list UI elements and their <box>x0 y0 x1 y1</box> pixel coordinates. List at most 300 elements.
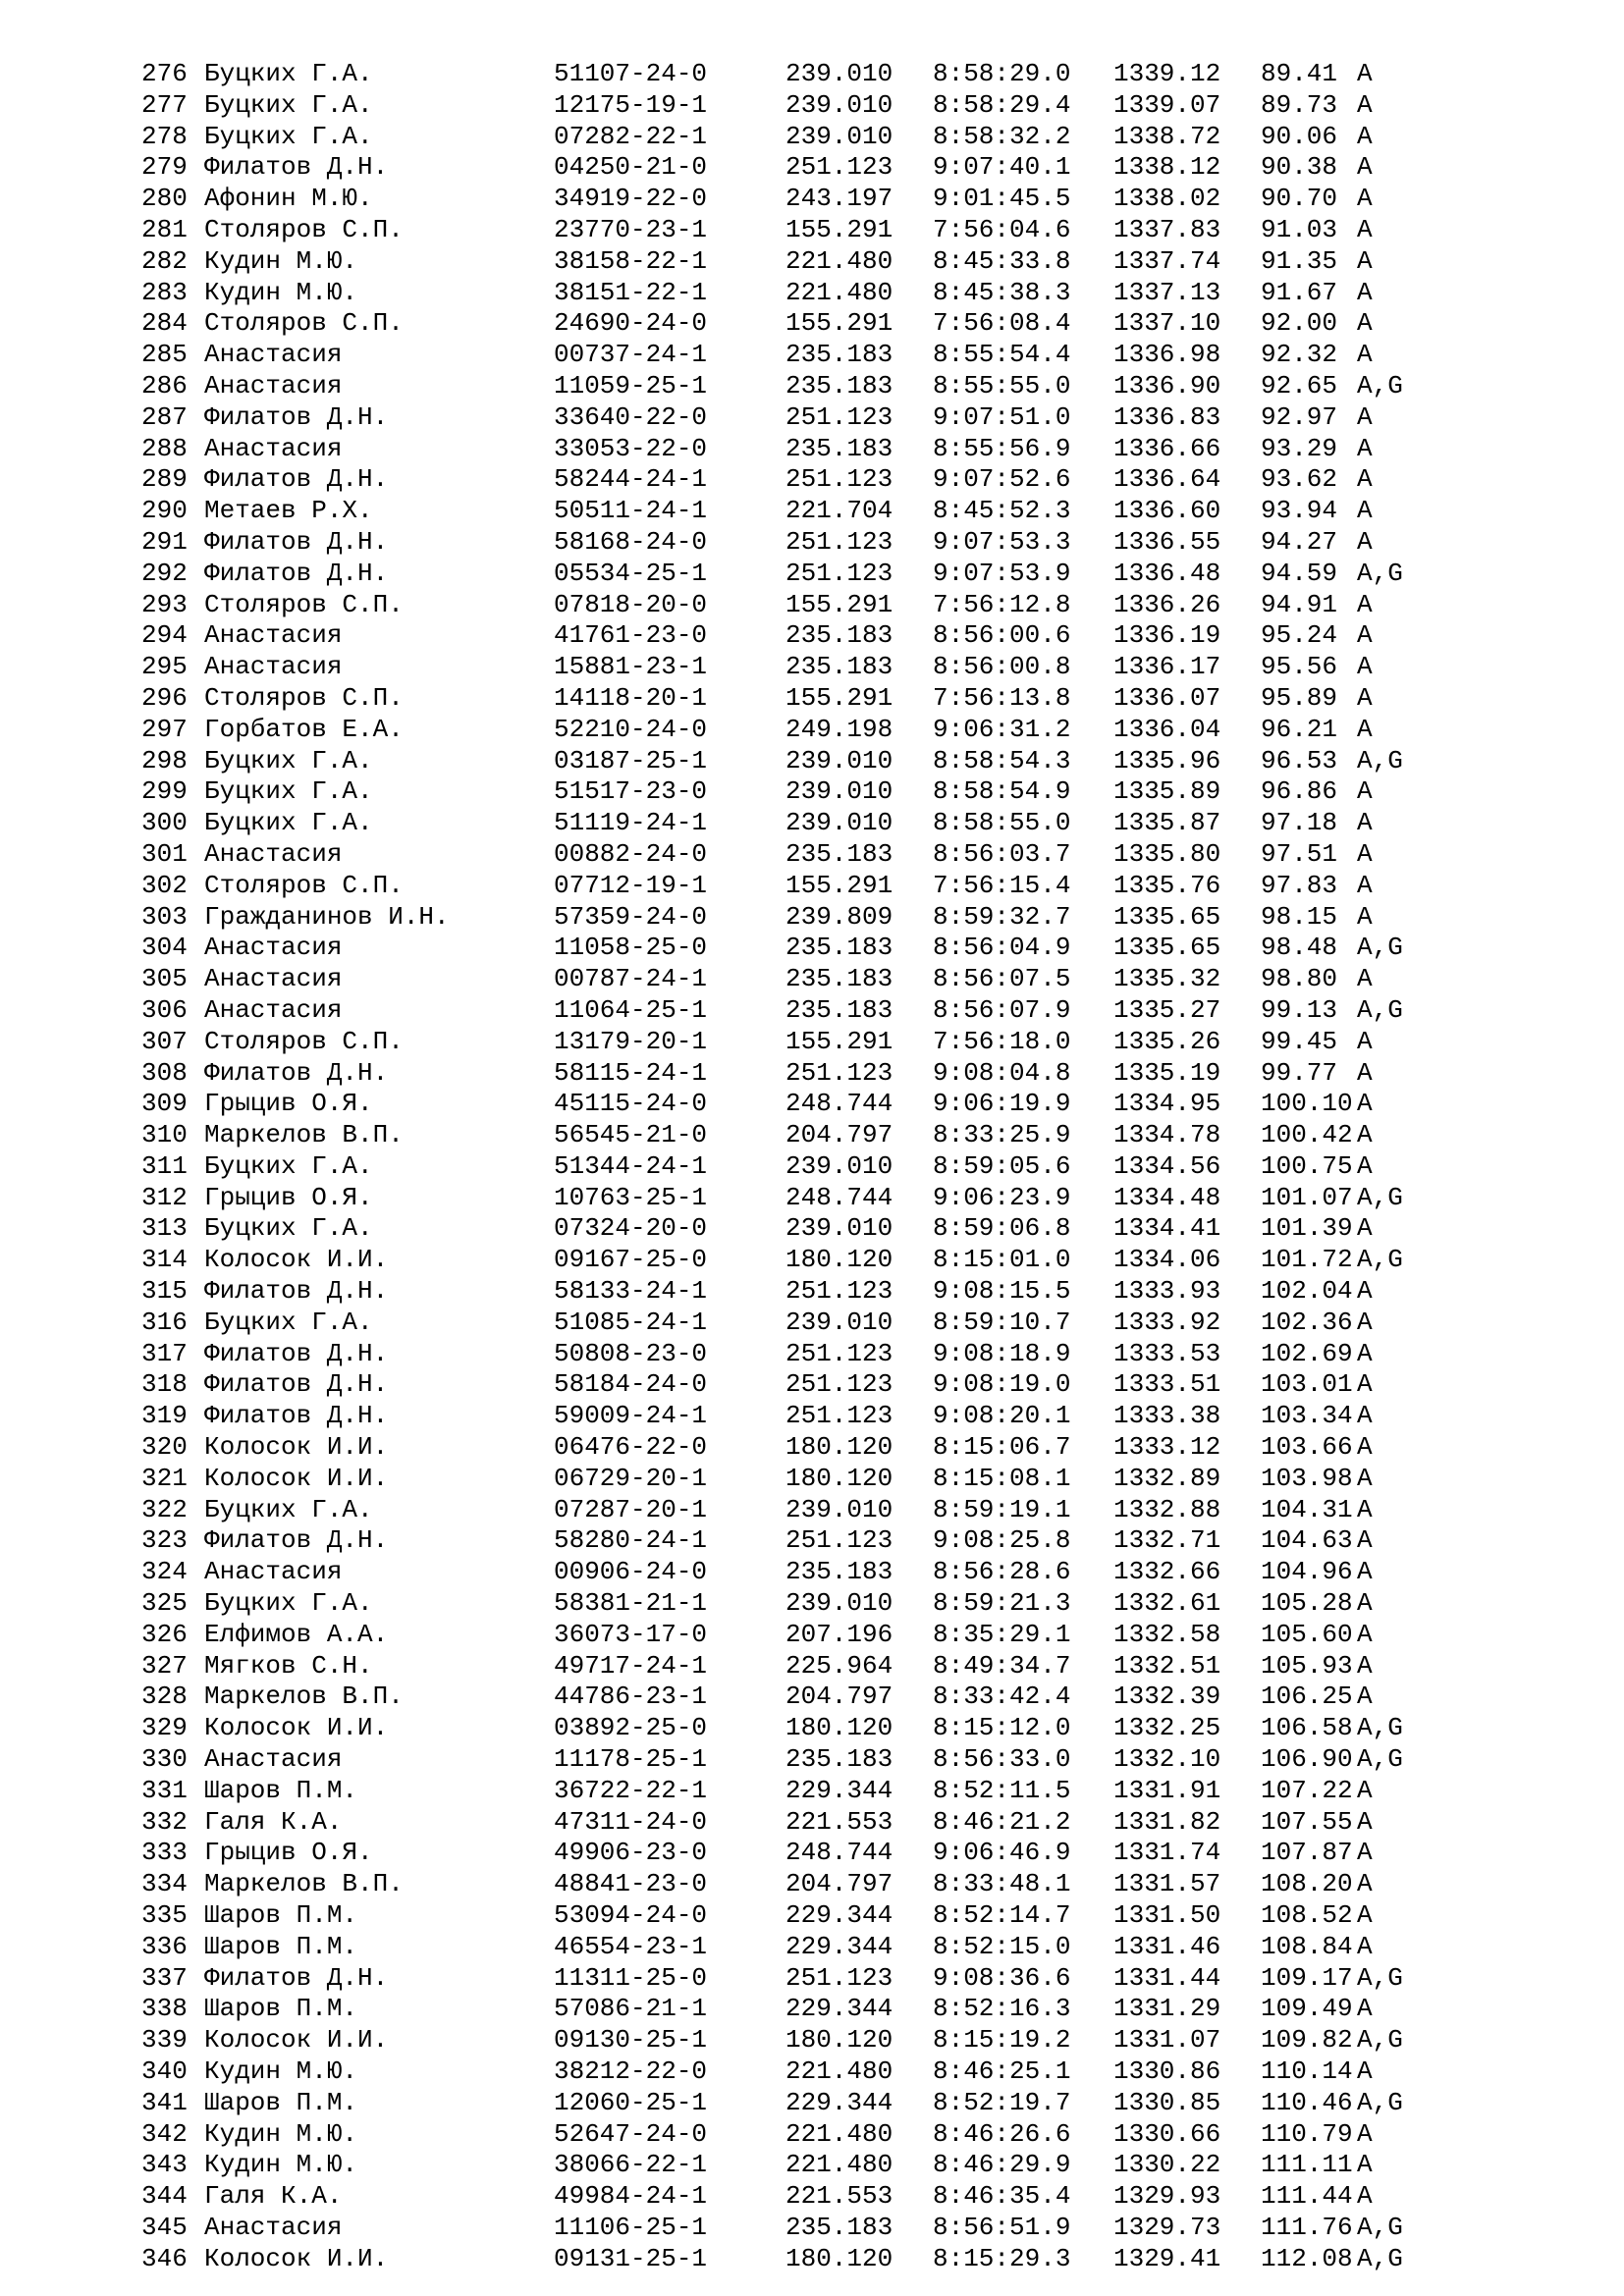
coefficient-value: 92.32 <box>1261 340 1338 370</box>
ring-number: 38066-22-1 <box>554 2150 708 2180</box>
distance-value: 221.480 <box>785 2118 893 2149</box>
distance-value: 251.123 <box>785 401 893 432</box>
ring-number: 58133-24-1 <box>554 1276 708 1307</box>
coefficient-value: 101.07 <box>1261 1182 1353 1212</box>
distance-value: 239.010 <box>785 745 893 775</box>
speed-value: 1330.86 <box>1113 2056 1221 2086</box>
ring-number: 11059-25-1 <box>554 370 708 400</box>
row-number: 295 <box>141 652 188 682</box>
speed-value: 1336.17 <box>1113 652 1221 682</box>
fancier-name: Буцких Г.А. <box>204 1213 373 1244</box>
ring-number: 51107-24-0 <box>554 59 708 88</box>
ring-number: 34919-22-0 <box>554 184 708 214</box>
row-number: 288 <box>141 433 188 463</box>
arrival-time: 7:56:04.6 <box>933 214 1071 244</box>
ring-number: 07324-20-0 <box>554 1213 708 1244</box>
row-number: 300 <box>141 808 188 838</box>
mark-value: A <box>1357 652 1373 682</box>
coefficient-value: 108.52 <box>1261 1900 1353 1931</box>
speed-value: 1339.07 <box>1113 89 1221 120</box>
arrival-time: 7:56:12.8 <box>933 589 1071 619</box>
coefficient-value: 109.82 <box>1261 2025 1353 2056</box>
arrival-time: 8:59:05.6 <box>933 1150 1071 1181</box>
fancier-name: Филатов Д.Н. <box>204 1525 389 1556</box>
coefficient-value: 110.46 <box>1261 2087 1353 2117</box>
fancier-name: Горбатов Е.А. <box>204 714 404 744</box>
distance-value: 239.010 <box>785 776 893 807</box>
arrival-time: 8:15:08.1 <box>933 1463 1071 1493</box>
distance-value: 239.010 <box>785 1307 893 1337</box>
ring-number: 52210-24-0 <box>554 714 708 744</box>
ring-number: 11106-25-1 <box>554 2212 708 2242</box>
fancier-name: Маркелов В.П. <box>204 1120 404 1150</box>
arrival-time: 8:58:54.9 <box>933 776 1071 807</box>
arrival-time: 8:59:21.3 <box>933 1588 1071 1619</box>
arrival-time: 8:46:21.2 <box>933 1806 1071 1837</box>
arrival-time: 8:52:11.5 <box>933 1775 1071 1805</box>
distance-value: 239.010 <box>785 59 893 88</box>
arrival-time: 9:07:51.0 <box>933 401 1071 432</box>
mark-value: A <box>1357 2150 1373 2180</box>
coefficient-value: 91.35 <box>1261 245 1338 276</box>
mark-value: A <box>1357 714 1373 744</box>
fancier-name: Буцких Г.А. <box>204 1588 373 1619</box>
fancier-name: Филатов Д.Н. <box>204 526 389 557</box>
arrival-time: 8:45:38.3 <box>933 277 1071 307</box>
row-number: 293 <box>141 589 188 619</box>
mark-value: A <box>1357 1619 1373 1649</box>
ring-number: 49984-24-1 <box>554 2181 708 2212</box>
ring-number: 33640-22-0 <box>554 401 708 432</box>
fancier-name: Анастасия <box>204 838 343 869</box>
mark-value: A <box>1357 1432 1373 1463</box>
mark-value: A <box>1357 1588 1373 1619</box>
arrival-time: 8:33:48.1 <box>933 1869 1071 1899</box>
row-number: 327 <box>141 1650 188 1681</box>
arrival-time: 8:59:19.1 <box>933 1494 1071 1524</box>
ring-number: 49906-23-0 <box>554 1838 708 1868</box>
distance-value: 239.010 <box>785 1494 893 1524</box>
coefficient-value: 91.67 <box>1261 277 1338 307</box>
distance-value: 204.797 <box>785 1120 893 1150</box>
coefficient-value: 104.96 <box>1261 1557 1353 1587</box>
arrival-time: 8:49:34.7 <box>933 1650 1071 1681</box>
coefficient-value: 106.58 <box>1261 1713 1353 1743</box>
speed-value: 1337.13 <box>1113 277 1221 307</box>
speed-value: 1333.93 <box>1113 1276 1221 1307</box>
distance-value: 248.744 <box>785 1182 893 1212</box>
speed-value: 1336.19 <box>1113 620 1221 651</box>
fancier-name: Кудин М.Ю. <box>204 245 358 276</box>
row-number: 341 <box>141 2087 188 2117</box>
speed-value: 1336.66 <box>1113 433 1221 463</box>
ring-number: 11178-25-1 <box>554 1744 708 1775</box>
mark-value: A <box>1357 682 1373 713</box>
distance-value: 235.183 <box>785 1557 893 1587</box>
row-number: 337 <box>141 1962 188 1993</box>
ring-number: 00882-24-0 <box>554 838 708 869</box>
coefficient-value: 111.76 <box>1261 2212 1353 2242</box>
coefficient-value: 108.84 <box>1261 1931 1353 1961</box>
mark-value: A <box>1357 1026 1373 1056</box>
fancier-name: Филатов Д.Н. <box>204 1338 389 1368</box>
speed-value: 1335.89 <box>1113 776 1221 807</box>
distance-value: 235.183 <box>785 838 893 869</box>
distance-value: 251.123 <box>785 1962 893 1993</box>
distance-value: 180.120 <box>785 1713 893 1743</box>
ring-number: 49717-24-1 <box>554 1650 708 1681</box>
speed-value: 1332.51 <box>1113 1650 1221 1681</box>
coefficient-value: 103.66 <box>1261 1432 1353 1463</box>
arrival-time: 8:58:55.0 <box>933 808 1071 838</box>
coefficient-value: 92.97 <box>1261 401 1338 432</box>
mark-value: A,G <box>1357 994 1403 1025</box>
row-number: 328 <box>141 1682 188 1712</box>
ring-number: 06729-20-1 <box>554 1463 708 1493</box>
distance-value: 204.797 <box>785 1869 893 1899</box>
ring-number: 59009-24-1 <box>554 1401 708 1431</box>
ring-number: 50511-24-1 <box>554 496 708 526</box>
fancier-name: Шаров П.М. <box>204 1775 358 1805</box>
ring-number: 51517-23-0 <box>554 776 708 807</box>
speed-value: 1334.41 <box>1113 1213 1221 1244</box>
row-number: 310 <box>141 1120 188 1150</box>
distance-value: 251.123 <box>785 1276 893 1307</box>
arrival-time: 8:56:51.9 <box>933 2212 1071 2242</box>
ring-number: 09130-25-1 <box>554 2025 708 2056</box>
fancier-name: Метаев Р.Х. <box>204 496 373 526</box>
mark-value: A <box>1357 1057 1373 1088</box>
fancier-name: Столяров С.П. <box>204 870 404 900</box>
ring-number: 51119-24-1 <box>554 808 708 838</box>
arrival-time: 8:56:07.5 <box>933 964 1071 994</box>
speed-value: 1334.48 <box>1113 1182 1221 1212</box>
mark-value: A,G <box>1357 2243 1403 2273</box>
row-number: 324 <box>141 1557 188 1587</box>
row-number: 277 <box>141 89 188 120</box>
ring-number: 46554-23-1 <box>554 1931 708 1961</box>
distance-value: 239.010 <box>785 1150 893 1181</box>
arrival-time: 9:07:53.3 <box>933 526 1071 557</box>
fancier-name: Буцких Г.А. <box>204 89 373 120</box>
distance-value: 155.291 <box>785 1026 893 1056</box>
speed-value: 1332.10 <box>1113 1744 1221 1775</box>
arrival-time: 9:06:46.9 <box>933 1838 1071 1868</box>
fancier-name: Грыцив О.Я. <box>204 1089 373 1119</box>
arrival-time: 8:58:54.3 <box>933 745 1071 775</box>
mark-value: A <box>1357 1838 1373 1868</box>
ring-number: 05534-25-1 <box>554 558 708 588</box>
distance-value: 180.120 <box>785 1245 893 1275</box>
row-number: 301 <box>141 838 188 869</box>
ring-number: 06476-22-0 <box>554 1432 708 1463</box>
row-number: 302 <box>141 870 188 900</box>
speed-value: 1338.12 <box>1113 152 1221 183</box>
distance-value: 251.123 <box>785 464 893 495</box>
coefficient-value: 93.62 <box>1261 464 1338 495</box>
mark-value: A <box>1357 526 1373 557</box>
ring-number: 38212-22-0 <box>554 2056 708 2086</box>
distance-value: 243.197 <box>785 184 893 214</box>
distance-value: 221.480 <box>785 277 893 307</box>
mark-value: A <box>1357 89 1373 120</box>
fancier-name: Колосок И.И. <box>204 1245 389 1275</box>
coefficient-value: 109.17 <box>1261 1962 1353 1993</box>
mark-value: A <box>1357 1869 1373 1899</box>
row-number: 333 <box>141 1838 188 1868</box>
distance-value: 248.744 <box>785 1089 893 1119</box>
mark-value: A <box>1357 59 1373 88</box>
coefficient-value: 95.56 <box>1261 652 1338 682</box>
speed-value: 1335.26 <box>1113 1026 1221 1056</box>
ring-number: 57359-24-0 <box>554 901 708 932</box>
row-number: 299 <box>141 776 188 807</box>
ring-number: 11064-25-1 <box>554 994 708 1025</box>
arrival-time: 8:56:00.6 <box>933 620 1071 651</box>
coefficient-value: 93.94 <box>1261 496 1338 526</box>
fancier-name: Колосок И.И. <box>204 1463 389 1493</box>
row-number: 334 <box>141 1869 188 1899</box>
mark-value: A <box>1357 1525 1373 1556</box>
row-number: 291 <box>141 526 188 557</box>
arrival-time: 8:58:29.4 <box>933 89 1071 120</box>
fancier-name: Мягков С.Н. <box>204 1650 373 1681</box>
mark-value: A <box>1357 1682 1373 1712</box>
ring-number: 03892-25-0 <box>554 1713 708 1743</box>
ring-number: 12060-25-1 <box>554 2087 708 2117</box>
ring-number: 45115-24-0 <box>554 1089 708 1119</box>
coefficient-value: 107.55 <box>1261 1806 1353 1837</box>
row-number: 306 <box>141 994 188 1025</box>
row-number: 314 <box>141 1245 188 1275</box>
row-number: 289 <box>141 464 188 495</box>
mark-value: A <box>1357 152 1373 183</box>
speed-value: 1337.74 <box>1113 245 1221 276</box>
ring-number: 58280-24-1 <box>554 1525 708 1556</box>
arrival-time: 7:56:13.8 <box>933 682 1071 713</box>
fancier-name: Кудин М.Ю. <box>204 2118 358 2149</box>
distance-value: 235.183 <box>785 620 893 651</box>
distance-value: 229.344 <box>785 1900 893 1931</box>
mark-value: A <box>1357 1900 1373 1931</box>
row-number: 330 <box>141 1744 188 1775</box>
distance-value: 229.344 <box>785 2087 893 2117</box>
speed-value: 1335.96 <box>1113 745 1221 775</box>
distance-value: 239.809 <box>785 901 893 932</box>
arrival-time: 8:55:56.9 <box>933 433 1071 463</box>
row-number: 303 <box>141 901 188 932</box>
row-number: 345 <box>141 2212 188 2242</box>
mark-value: A <box>1357 277 1373 307</box>
fancier-name: Столяров С.П. <box>204 1026 404 1056</box>
fancier-name: Филатов Д.Н. <box>204 1369 389 1400</box>
coefficient-value: 100.10 <box>1261 1089 1353 1119</box>
fancier-name: Грыцив О.Я. <box>204 1838 373 1868</box>
coefficient-value: 101.72 <box>1261 1245 1353 1275</box>
speed-value: 1336.64 <box>1113 464 1221 495</box>
mark-value: A <box>1357 1213 1373 1244</box>
distance-value: 221.553 <box>785 1806 893 1837</box>
coefficient-value: 97.51 <box>1261 838 1338 869</box>
mark-value: A <box>1357 870 1373 900</box>
arrival-time: 8:15:06.7 <box>933 1432 1071 1463</box>
row-number: 317 <box>141 1338 188 1368</box>
ring-number: 07282-22-1 <box>554 121 708 151</box>
distance-value: 251.123 <box>785 1369 893 1400</box>
coefficient-value: 97.18 <box>1261 808 1338 838</box>
fancier-name: Буцких Г.А. <box>204 808 373 838</box>
row-number: 305 <box>141 964 188 994</box>
fancier-name: Буцких Г.А. <box>204 1307 373 1337</box>
mark-value: A <box>1357 1994 1373 2024</box>
speed-value: 1335.80 <box>1113 838 1221 869</box>
row-number: 322 <box>141 1494 188 1524</box>
mark-value: A,G <box>1357 1713 1403 1743</box>
fancier-name: Буцких Г.А. <box>204 776 373 807</box>
row-number: 329 <box>141 1713 188 1743</box>
speed-value: 1331.44 <box>1113 1962 1221 1993</box>
distance-value: 155.291 <box>785 870 893 900</box>
mark-value: A,G <box>1357 745 1403 775</box>
arrival-time: 8:46:35.4 <box>933 2181 1071 2212</box>
distance-value: 251.123 <box>785 1057 893 1088</box>
mark-value: A,G <box>1357 1182 1403 1212</box>
coefficient-value: 96.86 <box>1261 776 1338 807</box>
mark-value: A <box>1357 2056 1373 2086</box>
arrival-time: 8:56:03.7 <box>933 838 1071 869</box>
fancier-name: Филатов Д.Н. <box>204 464 389 495</box>
ring-number: 33053-22-0 <box>554 433 708 463</box>
speed-value: 1331.82 <box>1113 1806 1221 1837</box>
speed-value: 1334.06 <box>1113 1245 1221 1275</box>
ring-number: 15881-23-1 <box>554 652 708 682</box>
coefficient-value: 111.11 <box>1261 2150 1353 2180</box>
arrival-time: 8:15:12.0 <box>933 1713 1071 1743</box>
fancier-name: Столяров С.П. <box>204 682 404 713</box>
mark-value: A,G <box>1357 1962 1403 1993</box>
mark-value: A <box>1357 1120 1373 1150</box>
coefficient-value: 110.79 <box>1261 2118 1353 2149</box>
speed-value: 1334.56 <box>1113 1150 1221 1181</box>
speed-value: 1336.98 <box>1113 340 1221 370</box>
distance-value: 229.344 <box>785 1775 893 1805</box>
fancier-name: Маркелов В.П. <box>204 1869 404 1899</box>
ring-number: 24690-24-0 <box>554 308 708 339</box>
arrival-time: 9:08:20.1 <box>933 1401 1071 1431</box>
speed-value: 1331.91 <box>1113 1775 1221 1805</box>
distance-value: 155.291 <box>785 308 893 339</box>
coefficient-value: 103.98 <box>1261 1463 1353 1493</box>
distance-value: 235.183 <box>785 964 893 994</box>
row-number: 282 <box>141 245 188 276</box>
row-number: 335 <box>141 1900 188 1931</box>
distance-value: 229.344 <box>785 1994 893 2024</box>
arrival-time: 8:55:55.0 <box>933 370 1071 400</box>
speed-value: 1332.89 <box>1113 1463 1221 1493</box>
coefficient-value: 94.59 <box>1261 558 1338 588</box>
speed-value: 1330.85 <box>1113 2087 1221 2117</box>
mark-value: A,G <box>1357 2087 1403 2117</box>
ring-number: 07818-20-0 <box>554 589 708 619</box>
distance-value: 180.120 <box>785 1432 893 1463</box>
distance-value: 251.123 <box>785 152 893 183</box>
row-number: 323 <box>141 1525 188 1556</box>
row-number: 318 <box>141 1369 188 1400</box>
fancier-name: Анастасия <box>204 933 343 963</box>
arrival-time: 8:33:42.4 <box>933 1682 1071 1712</box>
row-number: 313 <box>141 1213 188 1244</box>
distance-value: 180.120 <box>785 1463 893 1493</box>
coefficient-value: 99.77 <box>1261 1057 1338 1088</box>
mark-value: A <box>1357 1401 1373 1431</box>
mark-value: A <box>1357 1463 1373 1493</box>
speed-value: 1335.76 <box>1113 870 1221 900</box>
coefficient-value: 96.21 <box>1261 714 1338 744</box>
row-number: 343 <box>141 2150 188 2180</box>
distance-value: 180.120 <box>785 2025 893 2056</box>
ring-number: 03187-25-1 <box>554 745 708 775</box>
arrival-time: 8:56:00.8 <box>933 652 1071 682</box>
fancier-name: Филатов Д.Н. <box>204 401 389 432</box>
distance-value: 251.123 <box>785 558 893 588</box>
ring-number: 58381-21-1 <box>554 1588 708 1619</box>
mark-value: A <box>1357 776 1373 807</box>
ring-number: 00787-24-1 <box>554 964 708 994</box>
ring-number: 38158-22-1 <box>554 245 708 276</box>
row-number: 339 <box>141 2025 188 2056</box>
speed-value: 1334.78 <box>1113 1120 1221 1150</box>
mark-value: A <box>1357 620 1373 651</box>
speed-value: 1331.29 <box>1113 1994 1221 2024</box>
fancier-name: Анастасия <box>204 433 343 463</box>
fancier-name: Столяров С.П. <box>204 589 404 619</box>
speed-value: 1338.72 <box>1113 121 1221 151</box>
ring-number: 44786-23-1 <box>554 1682 708 1712</box>
speed-value: 1333.51 <box>1113 1369 1221 1400</box>
row-number: 286 <box>141 370 188 400</box>
row-number: 307 <box>141 1026 188 1056</box>
arrival-time: 8:52:15.0 <box>933 1931 1071 1961</box>
arrival-time: 9:07:52.6 <box>933 464 1071 495</box>
speed-value: 1332.61 <box>1113 1588 1221 1619</box>
arrival-time: 9:07:40.1 <box>933 152 1071 183</box>
arrival-time: 9:08:15.5 <box>933 1276 1071 1307</box>
fancier-name: Анастасия <box>204 964 343 994</box>
ring-number: 23770-23-1 <box>554 214 708 244</box>
coefficient-value: 96.53 <box>1261 745 1338 775</box>
fancier-name: Филатов Д.Н. <box>204 1962 389 1993</box>
fancier-name: Филатов Д.Н. <box>204 558 389 588</box>
arrival-time: 8:55:54.4 <box>933 340 1071 370</box>
row-number: 294 <box>141 620 188 651</box>
row-number: 340 <box>141 2056 188 2086</box>
arrival-time: 7:56:08.4 <box>933 308 1071 339</box>
arrival-time: 8:46:25.1 <box>933 2056 1071 2086</box>
speed-value: 1336.48 <box>1113 558 1221 588</box>
distance-value: 251.123 <box>785 1338 893 1368</box>
row-number: 287 <box>141 401 188 432</box>
arrival-time: 8:59:06.8 <box>933 1213 1071 1244</box>
fancier-name: Анастасия <box>204 2212 343 2242</box>
coefficient-value: 98.48 <box>1261 933 1338 963</box>
row-number: 320 <box>141 1432 188 1463</box>
coefficient-value: 103.34 <box>1261 1401 1353 1431</box>
arrival-time: 9:08:18.9 <box>933 1338 1071 1368</box>
arrival-time: 8:35:29.1 <box>933 1619 1071 1649</box>
speed-value: 1335.87 <box>1113 808 1221 838</box>
arrival-time: 9:08:36.6 <box>933 1962 1071 1993</box>
mark-value: A <box>1357 808 1373 838</box>
